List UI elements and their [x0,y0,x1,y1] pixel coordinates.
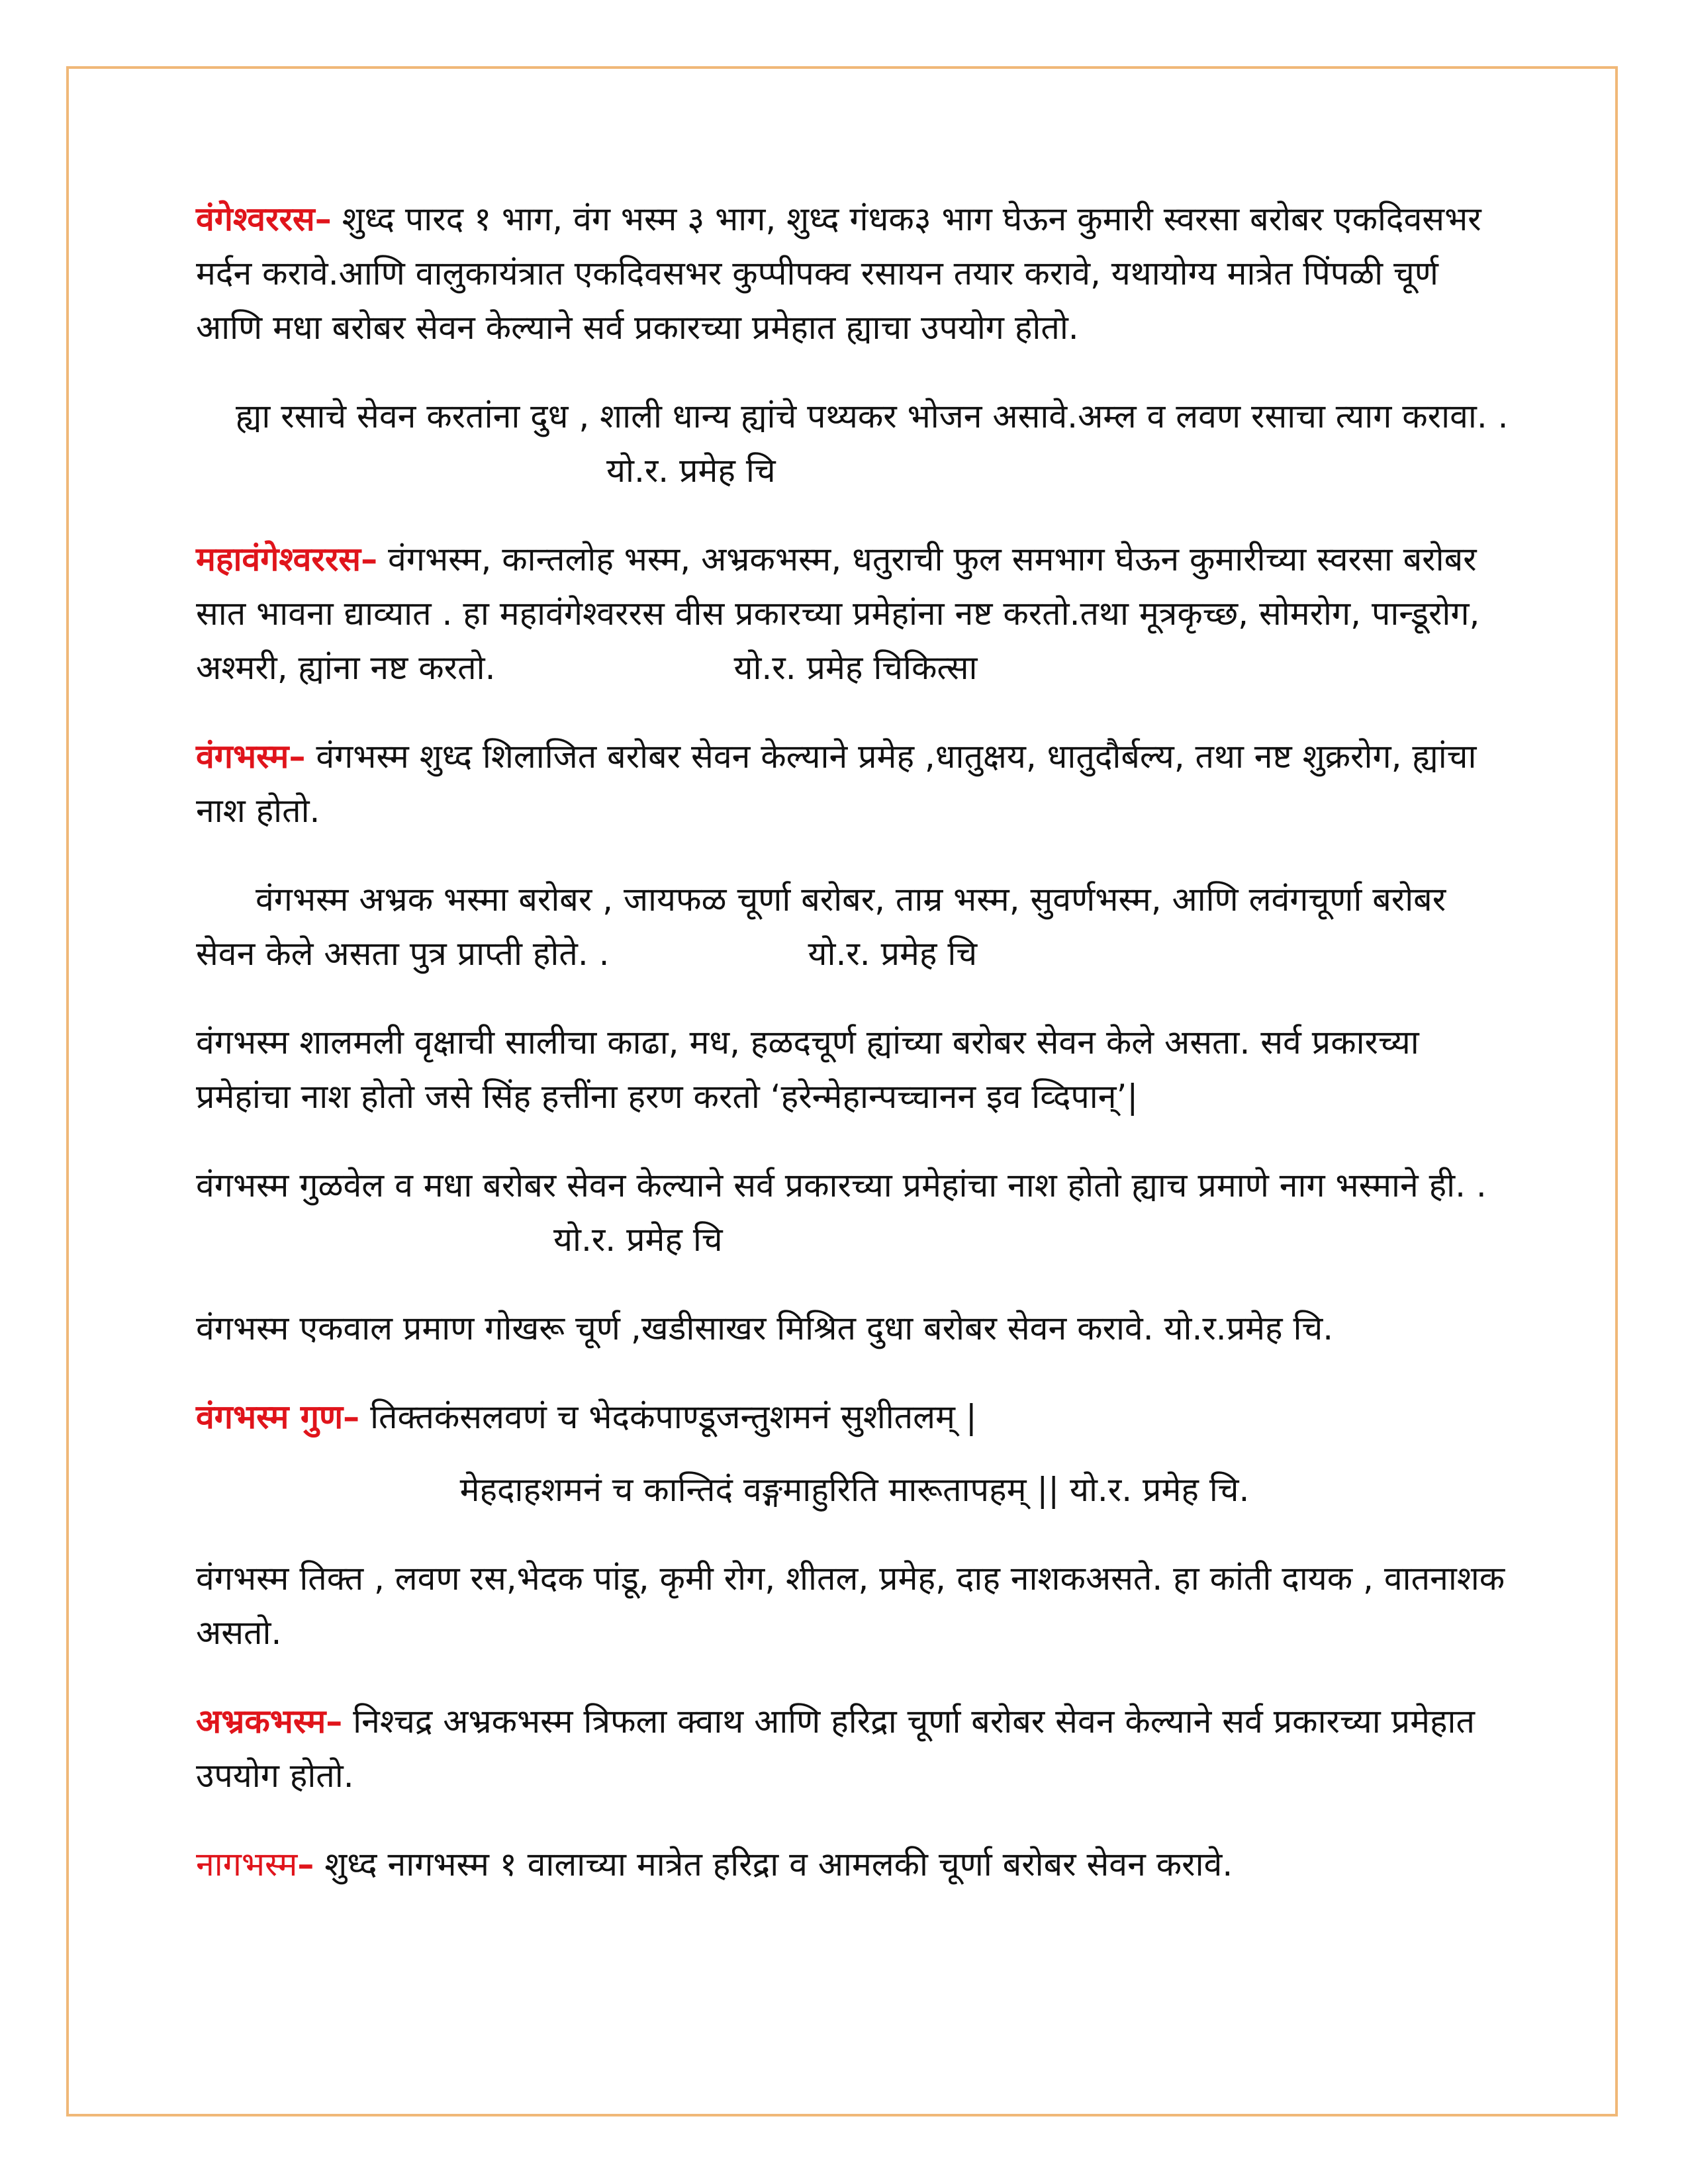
paragraph-vangbhasma-gun-explanation [196,1551,1513,1660]
heading-abhrakbhasma: अभ्रकभस्म [196,1702,326,1741]
paragraph-vangbhasma-gun [196,1390,1513,1444]
text-vangbhasma-4: वंगभस्म गुळवेल व मधा बरोबर सेवन केल्याने सर्व प्रकारच्या प्रमेहांचा नाश होतो ह्याच प्रमाणे नाग भस्माने ही. . [196,1166,1487,1205]
heading-vangeshwar: वंगेश्वररस [196,200,315,238]
heading-dash: – [361,540,378,578]
heading-dash: – [289,737,306,776]
paragraph-vangbhasma-3 [196,1015,1513,1124]
heading-dash: – [314,200,332,238]
text-vangbhasma-3: वंगभस्म शालमली वृक्षाची सालीचा काढा, मध, हळदचूर्ण ह्यांच्या बरोबर सेवन केले असता. सर्व प्रकारच्या प्रमेहांचा नाश होतो जसे सिंह हत्तींना हरण करतो ‘हरेन्मेहान्पच्चानन इव व्दिपान्’| [196,1023,1419,1116]
text-nagbhasma: शुध्द नागभस्म १ वालाच्या मात्रेत हरिद्रा व आमलकी चूर्णा बरोबर सेवन करावे. [314,1845,1233,1884]
document-body [196,192,1513,1926]
text-vangbhasma-gun: वंगभस्म तिक्त , लवण रस,भेदक पांडू, कृमी रोग, शीतल, प्रमेह, दाह नाशकअसते. हा कांती दायक , वातनाशक असतो. [196,1559,1505,1652]
paragraph-vangeshwar-diet [196,389,1513,498]
heading-vangbhasma-gun: वंगभस्म गुण [196,1398,344,1436]
paragraph-vangbhasma-2 [196,872,1513,981]
heading-dash: – [343,1398,360,1436]
paragraph-vangbhasma [196,729,1513,838]
shloka-line-2: मेहदाहशमनं च कान्तिदं वङ्गमाहुरिति मारूतापहम् || यो.र. प्रमेह चि. [459,1471,1250,1509]
text-vangeshwar: शुध्द पारद १ भाग, वंग भस्म ३ भाग, शुध्द गंधक३ भाग घेऊन कुमारी स्वरसा बरोबर एकदिवसभर मर्दन करावे.आणि वालुकायंत्रात एकदिवसभर कुप्पीपक्व रसायन तयार करावे, यथायोग्य मात्रेत पिंपळी चूर्ण आणि मधा बरोबर सेवन केल्याने सर्व प्रकारच्या प्रमेहात ह्याचा उपयोग होतो. [196,200,1481,347]
text-mahavangeshwar: वंगभस्म, कान्तलोह भस्म, अभ्रकभस्म, धतुराची फुल समभाग घेऊन कुमारीच्या स्वरसा बरोबर सात भावना द्याव्यात . हा महावंगेश्वररस वीस प्रकारच्या प्रमेहांना नष्ट करतो.तथा मूत्रकृच्छ, सोमरोग, पान्डूरोग, अश्मरी, ह्यांना नष्ट करतो. [196,540,1480,687]
text-vangbhasma-2: वंगभस्म अभ्रक भस्मा बरोबर , जायफळ चूर्णा बरोबर, ताम्र भस्म, सुवर्णभस्म, आणि लवंगचूर्णा बरोबर सेवन केले असता पुत्र प्राप्ती होते. . [196,880,1446,973]
heading-vangbhasma: वंगभस्म [196,737,289,776]
text-vangbhasma: वंगभस्म शुध्द शिलाजित बरोबर सेवन केल्याने प्रमेह ,धातुक्षय, धातुदौर्बल्य, तथा नष्ट शुक्ररोग, ह्यांचा नाश होतो. [196,737,1477,830]
paragraph-abhrakbhasma [196,1694,1513,1803]
shloka-line-1: तिक्तकंसलवणं च भेदकंपाण्डूजन्तुशमनं सुशीतलम् | [359,1398,977,1436]
heading-nagbhasma: नागभस्म [196,1845,298,1884]
reference-vangbhasma-4: यो.र. प्रमेह चि [553,1220,723,1259]
paragraph-vangbhasma-4 [196,1158,1513,1267]
paragraph-shloka-2 [196,1463,1513,1517]
paragraph-mahavangeshwar [196,532,1513,695]
paragraph-vangbhasma-5 [196,1301,1513,1355]
reference-mahavangeshwar: यो.र. प्रमेह चिकित्सा [733,649,978,687]
heading-mahavangeshwar: महावंगेश्वररस [196,540,361,578]
text-vangeshwar-diet: ह्या रसाचे सेवन करतांना दुध , शाली धान्य ह्यांचे पथ्यकर भोजन असावे.अम्ल व लवण रसाचा त्याग करावा. . [236,397,1509,435]
heading-dash: – [297,1845,314,1884]
text-vangbhasma-5: वंगभस्म एकवाल प्रमाण गोखरू चूर्ण ,खडीसाखर मिश्रित दुधा बरोबर सेवन करावे. यो.र.प्रमेह चि. [196,1309,1334,1347]
reference-vangeshwar: यो.र. प्रमेह चि [606,451,776,490]
reference-vangbhasma-2: यो.र. प्रमेह चि [808,934,978,973]
heading-dash: – [326,1702,343,1741]
paragraph-vangeshwar [196,192,1513,355]
text-abhrakbhasma: निश्चद्र अभ्रकभस्म त्रिफला क्वाथ आणि हरिद्रा चूर्णा बरोबर सेवन केल्याने सर्व प्रकारच्या प्रमेहात उपयोग होतो. [196,1702,1475,1795]
paragraph-nagbhasma [196,1837,1513,1891]
